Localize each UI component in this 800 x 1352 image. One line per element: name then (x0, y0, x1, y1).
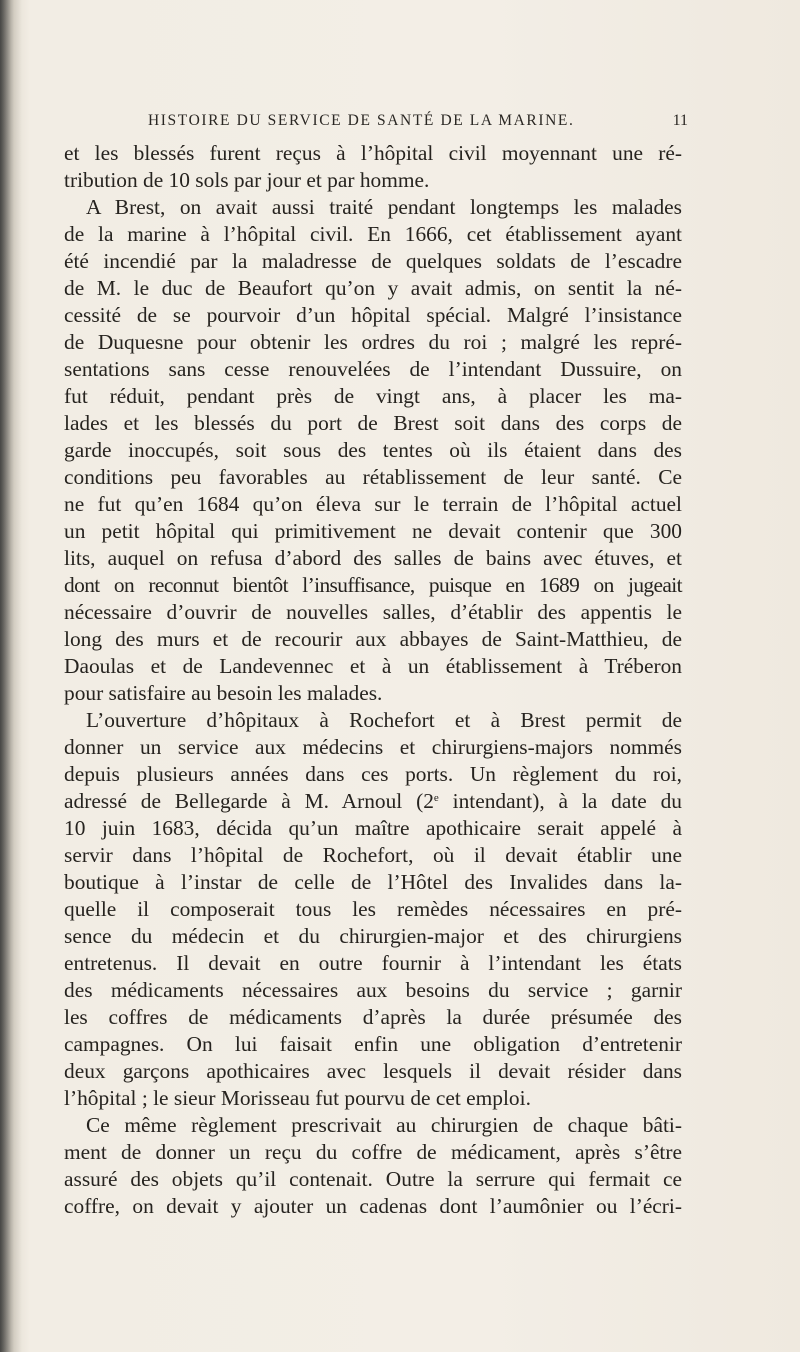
running-title: HISTOIRE DU SERVICE DE SANTÉ DE LA MARINE. (148, 112, 575, 129)
text-line: ment de donner un reçu du coffre de médicament, après s’être (64, 1140, 682, 1164)
text-line: campagnes. On lui faisait enfin une obligation d’entretenir (64, 1032, 682, 1056)
text-segment: adressé de Bellegarde à M. Arnoul (2 (64, 789, 434, 813)
text-line: et les blessés furent reçus à l’hôpital civil moyennant une ré- (64, 141, 682, 165)
text-line: garde inoccupés, soit sous des tentes où ils étaient dans des (64, 438, 682, 462)
text-line: deux garçons apothicaires avec lesquels il devait résider dans (64, 1059, 682, 1083)
running-head (148, 112, 688, 130)
text-line: dont on reconnut bientôt l’insuffisance, puisque en 1689 on jugeait (64, 573, 682, 597)
text-line: de la marine à l’hôpital civil. En 1666, cet établissement ayant (64, 222, 682, 246)
text-line: l’hôpital ; le sieur Morisseau fut pourvu de cet emploi. (64, 1086, 531, 1110)
text-line: assuré des objets qu’il contenait. Outre la serrure qui fermait ce (64, 1167, 682, 1191)
text-line: servir dans l’hôpital de Rochefort, où il devait établir une (64, 843, 682, 867)
paragraph-start-line: L’ouverture d’hôpitaux à Rochefort et à Brest permit de (86, 708, 682, 732)
text-line: des médicaments nécessaires aux besoins du service ; garnir (64, 978, 682, 1002)
binding-shadow (0, 0, 22, 1352)
text-line: les coffres de médicaments d’après la durée présumée des (64, 1005, 682, 1029)
text-line: depuis plusieurs années dans ces ports. Un règlement du roi, (64, 762, 682, 786)
text-line: coffre, on devait y ajouter un cadenas dont l’aumônier ou l’écri- (64, 1194, 682, 1218)
text-line: Daoulas et de Landevennec et à un établissement à Tréberon (64, 654, 682, 678)
text-line: ne fut qu’en 1684 qu’on éleva sur le terrain de l’hôpital actuel (64, 492, 682, 516)
text-line: conditions peu favorables au rétablissement de leur santé. Ce (64, 465, 682, 489)
text-line: boutique à l’instar de celle de l’Hôtel des Invalides dans la- (64, 870, 682, 894)
text-line: fut réduit, pendant près de vingt ans, à placer les ma- (64, 384, 682, 408)
text-line: sentations sans cesse renouvelées de l’intendant Dussuire, on (64, 357, 682, 381)
text-line: long des murs et de recourir aux abbayes de Saint-Matthieu, de (64, 627, 682, 651)
superscript-e: e (433, 792, 439, 804)
text-line: nécessaire d’ouvrir de nouvelles salles, d’établir des appentis le (64, 600, 682, 624)
body-text (64, 140, 682, 1220)
paragraph-start-line: Ce même règlement prescrivait au chirurgien de chaque bâti- (86, 1113, 682, 1137)
text-segment: intendant), à la date du (438, 789, 682, 813)
text-line: été incendié par la maladresse de quelques soldats de l’escadre (64, 249, 682, 273)
text-line: cessité de se pourvoir d’un hôpital spécial. Malgré l’insistance (64, 303, 682, 327)
text-line: lades et les blessés du port de Brest soit dans des corps de (64, 411, 682, 435)
text-line: de Duquesne pour obtenir les ordres du roi ; malgré les repré- (64, 330, 682, 354)
text-line: tribution de 10 sols par jour et par homme. (64, 168, 430, 192)
text-line: entretenus. Il devait en outre fournir à l’intendant les états (64, 951, 682, 975)
text-line: donner un service aux médecins et chirurgiens-majors nommés (64, 735, 682, 759)
page-number: 11 (672, 112, 688, 129)
text-line: de M. le duc de Beaufort qu’on y avait admis, on sentit la né- (64, 276, 682, 300)
text-line: un petit hôpital qui primitivement ne devait contenir que 300 (64, 519, 682, 543)
text-line: pour satisfaire au besoin les malades. (64, 681, 383, 705)
text-line: quelle il composerait tous les remèdes nécessaires en pré- (64, 897, 682, 921)
text-line: lits, auquel on refusa d’abord des salles de bains avec étuves, et (64, 546, 682, 570)
text-line: sence du médecin et du chirurgien-major et des chirurgiens (64, 924, 682, 948)
text-line: 10 juin 1683, décida qu’un maître apothicaire serait appelé à (64, 816, 682, 840)
paragraph-start-line: A Brest, on avait aussi traité pendant longtemps les malades (86, 195, 682, 219)
text-line-with-superscript (64, 788, 682, 815)
